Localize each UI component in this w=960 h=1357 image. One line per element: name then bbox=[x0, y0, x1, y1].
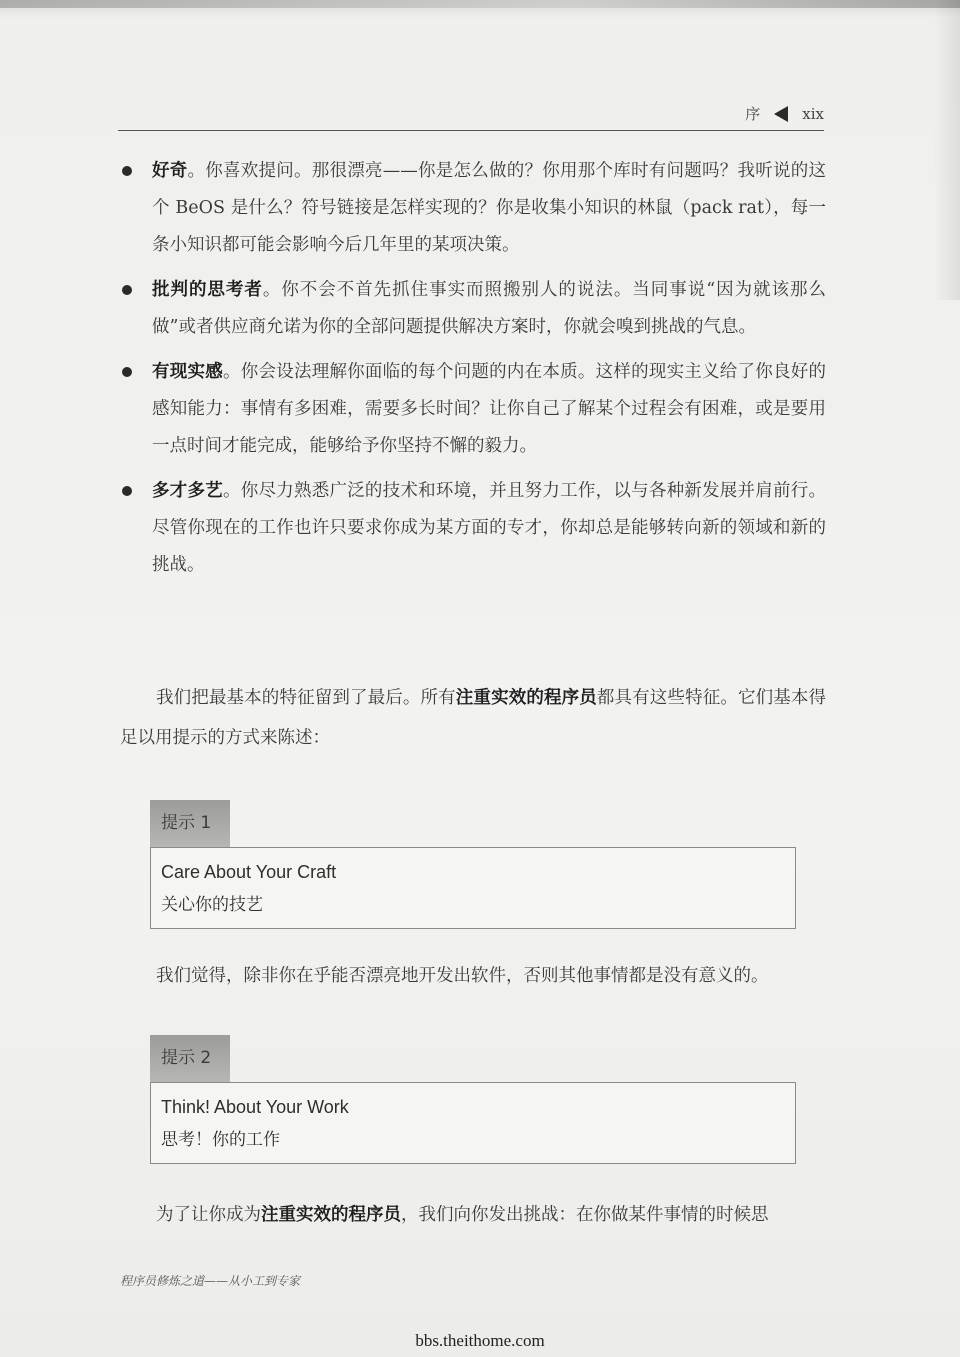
scan-top-shadow bbox=[0, 0, 960, 8]
tip-2-box bbox=[150, 1082, 796, 1164]
trait-text: 。你尽力熟悉广泛的技术和环境，并且努力工作，以与各种新发展并肩前行。尽管你现在的工作也许只要求你成为某方面的专才，你却总是能够转向新的领域和新的挑战。 bbox=[152, 481, 827, 575]
closing-emphasis: 注重实效的程序员 bbox=[261, 1205, 401, 1225]
trait-item-critical-thinker bbox=[120, 272, 826, 346]
trait-term: 多才多艺 bbox=[152, 481, 223, 501]
intro-text-start: 我们把最基本的特征留到了最后。所有 bbox=[156, 688, 456, 708]
trait-text: 。你喜欢提问。那很漂亮——你是怎么做的？你用那个库时有问题吗？我听说的这个 BeOS 是什么？符号链接是怎样实现的？你是收集小知识的林鼠（pack rat），每一条小知识都可能会影响今后几年里的某项决策。 bbox=[152, 161, 826, 255]
trait-term: 有现实感 bbox=[152, 362, 223, 382]
tip-1-box bbox=[150, 847, 796, 929]
trait-term: 好奇 bbox=[152, 161, 188, 181]
trait-text: 。你会设法理解你面临的每个问题的内在本质。这样的现实主义给了你良好的感知能力：事情有多困难，需要多长时间？让你自己了解某个过程会有困难，或是要用一点时间才能完成，能够给予你坚持不懈的毅力。 bbox=[152, 362, 827, 456]
tip-1-followup: 我们觉得，除非你在乎能否漂亮地开发出软件，否则其他事情都是没有意义的。 bbox=[156, 966, 769, 986]
bullet-icon bbox=[122, 367, 132, 377]
chapter-label: 序 bbox=[745, 105, 761, 123]
header-rule bbox=[118, 130, 824, 131]
tip-1-label: 提示 1 bbox=[150, 800, 230, 847]
tip-2-label: 提示 2 bbox=[150, 1035, 230, 1082]
closing-paragraph bbox=[120, 1195, 826, 1235]
tip-1-english: Care About Your Craft bbox=[161, 862, 337, 882]
site-watermark: bbs.theithome.com bbox=[415, 1331, 545, 1350]
page-number: xix bbox=[802, 104, 824, 123]
book-title-footer: 程序员修炼之道——从小工到专家 bbox=[120, 1274, 301, 1288]
trait-list bbox=[120, 153, 826, 592]
tip-2-english: Think! About Your Work bbox=[161, 1097, 349, 1117]
closing-text-start: 为了让你成为 bbox=[156, 1205, 261, 1225]
intro-text-end: 都具有这些特征。它们基本得足以用提示的方式来陈述： bbox=[120, 688, 827, 748]
bullet-icon bbox=[122, 486, 132, 496]
trait-item-realistic bbox=[120, 354, 826, 465]
running-head bbox=[745, 103, 824, 124]
trait-item-versatile bbox=[120, 473, 826, 584]
bullet-icon bbox=[122, 166, 132, 176]
intro-emphasis: 注重实效的程序员 bbox=[455, 688, 597, 708]
tip-1-chinese: 关心你的技艺 bbox=[161, 895, 263, 915]
tip-2-chinese: 思考！你的工作 bbox=[161, 1130, 280, 1150]
trait-term: 批判的思考者 bbox=[152, 280, 263, 300]
scan-right-shadow bbox=[934, 0, 960, 300]
closing-text-end: ，我们向你发出挑战：在你做某件事情的时候思 bbox=[401, 1205, 769, 1225]
bullet-icon bbox=[122, 285, 132, 295]
trait-item-curious bbox=[120, 153, 826, 264]
trait-text: 。你不会不首先抓住事实而照搬别人的说法。当同事说“因为就该那么做”或者供应商允诺为你的全部问题提供解决方案时，你就会嗅到挑战的气息。 bbox=[152, 280, 826, 337]
left-triangle-icon bbox=[774, 106, 788, 122]
intro-paragraph bbox=[120, 678, 826, 758]
